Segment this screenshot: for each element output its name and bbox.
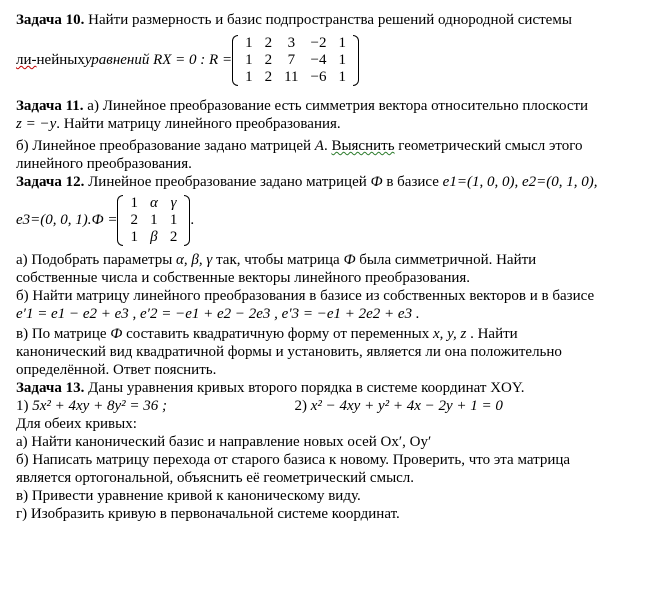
task12-e1: e1=(1, 0, 0), bbox=[442, 174, 522, 190]
task12-line2 bbox=[16, 190, 646, 250]
task12-phi-2: Ф bbox=[343, 252, 356, 268]
task13-b2-text: является ортогональной, объяснить её геометрический смысл. bbox=[16, 470, 415, 486]
task11-line1 bbox=[16, 98, 646, 114]
document bbox=[16, 12, 646, 522]
task10-label: Задача 10. bbox=[16, 12, 85, 28]
task13-c-text: в) Привести уравнение кривой к каноническому виду. bbox=[16, 488, 361, 504]
matrix-cell: 1 bbox=[245, 69, 253, 85]
matrix-cell: β bbox=[150, 229, 158, 245]
task11-a-text: а) Линейное преобразование есть симметрия вектора относительно плоскости bbox=[83, 98, 589, 114]
task13-b2 bbox=[16, 470, 646, 486]
matrix-cell: 1 bbox=[338, 52, 347, 68]
task11-plane-eq: z = −y bbox=[16, 116, 57, 132]
task12-line1 bbox=[16, 174, 646, 190]
matrix-cell: 2 bbox=[264, 52, 273, 68]
task12-a2: так, чтобы матрица bbox=[212, 252, 344, 268]
task12-params: α, β, γ bbox=[176, 252, 213, 268]
task13-equations bbox=[16, 398, 646, 414]
task13-a-text: а) Найти канонический базис и направление новых осей Ox′, Oy′ bbox=[16, 434, 432, 450]
matrix-cell: −2 bbox=[310, 35, 327, 51]
task13-b1-text: б) Написать матрицу перехода от старого базиса к новому. Проверить, что эта матрица bbox=[16, 452, 571, 468]
task11-b-wavy-word: Выяснить bbox=[331, 138, 395, 154]
matrix-cell: 1 bbox=[338, 69, 347, 85]
matrix-cell: −4 bbox=[310, 52, 327, 68]
task13-eq2-num: 2) bbox=[294, 398, 311, 414]
matrix-cell: 1 bbox=[130, 195, 138, 211]
task12-phi: Ф bbox=[370, 174, 383, 190]
task12-c-line2 bbox=[16, 344, 646, 360]
task12-a-line2-text: собственные числа и собственные векторы линейного преобразования. bbox=[16, 270, 471, 286]
task10-equation: уравнений RX = 0 : R = bbox=[84, 52, 233, 68]
task12-c3: . Найти bbox=[466, 326, 518, 342]
matrix-cell: 7 bbox=[287, 52, 296, 68]
task12-b-line1-text: б) Найти матрицу линейного преобразования в базисе из собственных векторов и в базисе bbox=[16, 288, 595, 304]
task13-d bbox=[16, 506, 646, 522]
task13-c bbox=[16, 488, 646, 504]
matrix-row bbox=[239, 35, 352, 52]
matrix-row bbox=[124, 212, 183, 229]
matrix-cell: 11 bbox=[284, 69, 299, 85]
task11-label: Задача 11. bbox=[16, 98, 84, 114]
task10-word: нейных bbox=[36, 52, 85, 68]
task12-e3: e3=(0, 0, 1). bbox=[16, 212, 92, 228]
task11-b-text: б) Линейное преобразование задано матрицей bbox=[16, 138, 315, 154]
task10-matrix bbox=[232, 35, 359, 86]
matrix-cell: 1 bbox=[169, 212, 178, 228]
task12-phi-eq: Ф = bbox=[91, 212, 118, 228]
task11-line3 bbox=[16, 138, 646, 154]
task11-line4 bbox=[16, 156, 646, 172]
matrix-row bbox=[239, 69, 352, 86]
matrix-row bbox=[124, 229, 183, 246]
task12-a1: а) Подобрать параметры bbox=[16, 252, 177, 268]
task12-b-line2 bbox=[16, 306, 646, 324]
matrix-cell: 1 bbox=[150, 212, 158, 228]
task12-a-line1 bbox=[16, 252, 646, 268]
task11-line2 bbox=[16, 116, 646, 132]
task13-line1 bbox=[16, 380, 646, 396]
task12-label: Задача 12. bbox=[16, 174, 85, 190]
task12-intro: Линейное преобразование задано матрицей bbox=[84, 174, 371, 190]
task11-b-dot: . bbox=[323, 138, 332, 154]
task11-a-rest: . Найти матрицу линейного преобразования. bbox=[56, 116, 341, 132]
task12-b-basis: e′1 = e1 − e2 + e3 , e′2 = −e1 + e2 − 2e3 , e′3 = −e1 + 2e2 + e3 . bbox=[16, 306, 420, 322]
matrix-cell: 2 bbox=[169, 229, 178, 245]
task12-c-line3-text: определённой. Ответ пояснить. bbox=[16, 362, 217, 378]
matrix-cell: γ bbox=[170, 195, 177, 211]
task13-a bbox=[16, 434, 646, 450]
task12-a3: была симметричной. Найти bbox=[355, 252, 537, 268]
task13-eq2: x² − 4xy + y² + 4x − 2y + 1 = 0 bbox=[310, 398, 503, 414]
task11-b-line2: линейного преобразования. bbox=[16, 156, 192, 172]
task10-hyphen-word: ли- bbox=[16, 52, 37, 68]
task13-b1 bbox=[16, 452, 646, 468]
task12-b-line1 bbox=[16, 288, 646, 304]
task10-text: Найти размерность и базис подпространства решений однородной системы bbox=[84, 12, 572, 28]
matrix-cell: α bbox=[149, 195, 158, 211]
task11-b-text-3: геометрический смысл этого bbox=[394, 138, 583, 154]
task13-eq1-num: 1) bbox=[16, 398, 33, 414]
matrix-cell: 1 bbox=[338, 35, 347, 51]
task12-c-line1 bbox=[16, 326, 646, 342]
matrix-cell: 3 bbox=[287, 35, 296, 51]
matrix-cell: 2 bbox=[264, 69, 273, 85]
task12-e2: e2=(0, 1, 0), bbox=[521, 174, 598, 190]
task12-matrix bbox=[117, 195, 190, 246]
task13-d-text: г) Изобразить кривую в первоначальной системе координат. bbox=[16, 506, 400, 522]
task10-line1 bbox=[16, 12, 646, 28]
task11-matrix-A: A bbox=[314, 138, 324, 154]
task12-basis-text: в базисе bbox=[382, 174, 443, 190]
task13-eq1: 5x² + 4xy + 8y² = 36 ; bbox=[32, 398, 167, 414]
task12-a-line2 bbox=[16, 270, 646, 286]
task12-c1: в) По матрице bbox=[16, 326, 111, 342]
matrix-cell: 2 bbox=[264, 35, 273, 51]
task12-c-line2-text: канонический вид квадратичной формы и установить, является ли она положительно bbox=[16, 344, 562, 360]
matrix-cell: 1 bbox=[130, 229, 138, 245]
task12-c2: составить квадратичную форму от переменных bbox=[122, 326, 434, 342]
matrix-row bbox=[239, 52, 352, 69]
task13-label: Задача 13. bbox=[16, 380, 85, 396]
matrix-cell: 1 bbox=[245, 35, 253, 51]
task13-both bbox=[16, 416, 646, 432]
task12-vars: x, y, z bbox=[433, 326, 467, 342]
matrix-cell: −6 bbox=[310, 69, 327, 85]
matrix-row bbox=[124, 195, 183, 212]
task12-phi-3: Ф bbox=[110, 326, 123, 342]
task13-both-text: Для обеих кривых: bbox=[16, 416, 137, 432]
matrix-cell: 1 bbox=[245, 52, 253, 68]
task10-line2 bbox=[16, 30, 646, 90]
task13-text: Даны уравнения кривых второго порядка в системе координат XOY. bbox=[84, 380, 525, 396]
task12-after: . bbox=[190, 212, 195, 228]
matrix-cell: 2 bbox=[130, 212, 138, 228]
task12-c-line3 bbox=[16, 362, 646, 378]
